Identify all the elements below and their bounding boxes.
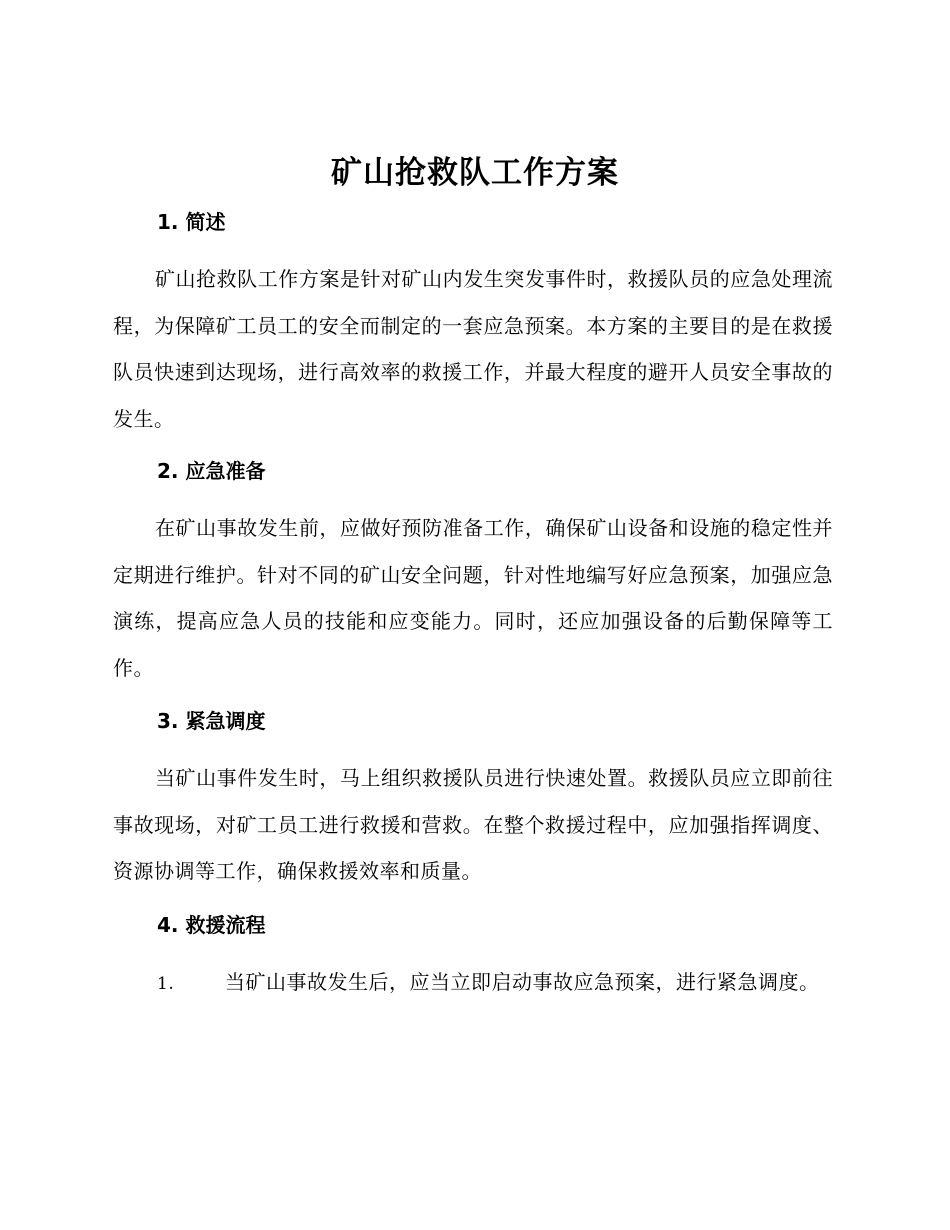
section-heading-overview: 1. 简述 [157,210,226,234]
section-body-overview: 矿山抢救队工作方案是针对矿山内发生突发事件时，救援队员的应急处理流程，为保障矿工员工的安全而制定的一套应急预案。本方案的主要目的是在救援队员快速到达现场，进行高效率的救援工作，并最大程度的避开人员安全事故的发生。 [113,267,833,431]
section-heading-rescue-process: 4. 救援流程 [157,913,266,937]
list-item-number: 1. [157,974,175,994]
list-item [113,959,833,1008]
list-item-text: 当矿山事故发生后，应当立即启动事故应急预案，进行紧急调度。 [225,970,820,994]
section-heading-emergency-dispatch: 3. 紧急调度 [157,709,266,733]
section-body-emergency-dispatch: 当矿山事件发生时，马上组织救援队员进行快速处置。救援队员应立即前往事故现场，对矿工员工进行救援和营救。在整个救援过程中，应加强指挥调度、资源协调等工作，确保救援效率和质量。 [113,766,833,883]
section-heading-emergency-preparation: 2. 应急准备 [157,459,266,483]
document-title: 矿山抢救队工作方案 [331,155,619,191]
section-body-emergency-preparation: 在矿山事故发生前，应做好预防准备工作，确保矿山设备和设施的稳定性并定期进行维护。针对不同的矿山安全问题，针对性地编写好应急预案，加强应急演练，提高应急人员的技能和应变能力。同时，还应加强设备的后勤保障等工作。 [113,516,833,680]
